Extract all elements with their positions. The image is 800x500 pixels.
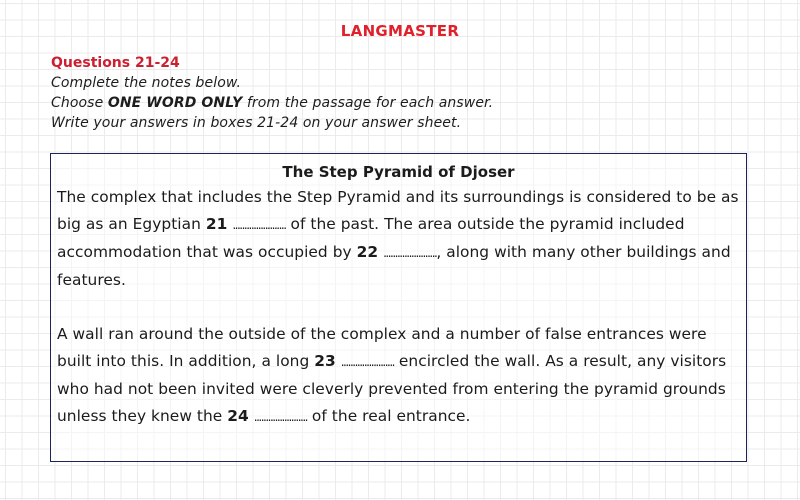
notes-box: [50, 153, 747, 462]
answer-blank-21[interactable]: .......................: [232, 218, 286, 232]
notes-paragraph-2: [57, 321, 740, 431]
text-segment: of the real entrance.: [306, 407, 471, 425]
instruction-line-2-suffix: from the passage for each answer.: [242, 95, 494, 111]
langmaster-logo: LANGMASTER: [340, 22, 460, 40]
instruction-line-3: Write your answers in boxes 21-24 on your answer sheet.: [51, 115, 462, 131]
text-segment: encircled the wall. As a result, any visitors who had not been invited were cleverly prevented from entering the pyramid grounds unless they knew the: [57, 352, 727, 425]
instruction-line-2-prefix: Choose: [51, 95, 108, 111]
text-segment: of the past. The area outside the pyramid included accommodation that was occupied by: [57, 215, 685, 261]
text-segment: The complex that includes the Step Pyramid and its surroundings is considered to be as big as an Egyptian: [57, 188, 739, 233]
instruction-line-2: [51, 93, 493, 113]
notes-body: [51, 184, 746, 431]
notes-title: The Step Pyramid of Djoser: [282, 163, 515, 181]
notes-paragraph-1: [57, 184, 740, 294]
question-number-23: 23: [314, 352, 336, 370]
text-segment: , along with many other buildings and features.: [57, 243, 731, 289]
answer-blank-23[interactable]: .......................: [340, 355, 394, 369]
instruction-line-1: Complete the notes below.: [51, 75, 242, 91]
question-number-21: 21: [205, 215, 228, 233]
instructions-block: [51, 53, 493, 133]
answer-blank-22[interactable]: .......................: [383, 246, 437, 260]
question-number-22: 22: [356, 243, 379, 261]
text-segment: A wall ran around the outside of the complex and a number of false entrances were built into this. In addition, a long: [57, 325, 707, 370]
answer-blank-24[interactable]: .......................: [253, 410, 307, 424]
questions-heading: Questions 21-24: [51, 55, 180, 71]
one-word-only-emphasis: ONE WORD ONLY: [107, 95, 243, 111]
question-number-24: 24: [227, 407, 249, 425]
